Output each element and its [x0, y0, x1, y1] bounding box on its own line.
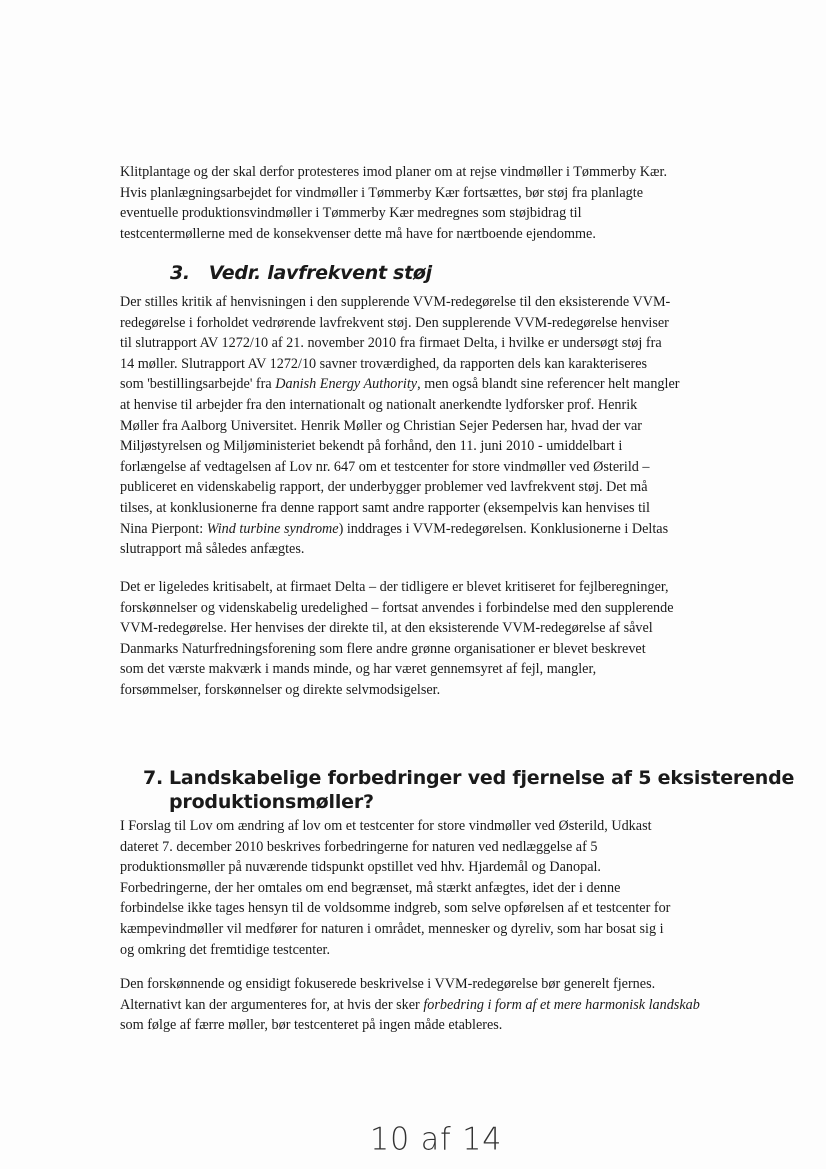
text-segment: som 'bestillingsarbejde' fra	[120, 376, 276, 393]
paragraph-line: Hvis planlægningsarbejdet for vindmøller i Tømmerby Kær fortsættes, bør støj fra planlagte	[120, 184, 644, 201]
paragraph-line: Det er ligeledes kritisabelt, at firmaet Delta – der tidligere er blevet kritiseret for fejlberegninger,	[120, 579, 669, 595]
italic-phrase: forbedring i form af et mere harmonisk landskab	[423, 996, 700, 1013]
paragraph-line	[120, 519, 732, 540]
paragraph-line: Den forskønnende og ensidigt fokuserede beskrivelse i VVM-redegørelse bør generelt fjernes.	[120, 976, 656, 992]
paragraph-line: forbindelse ikke tages hensyn til de voldsomme indgreb, som selve opførelsen af et testcenter for	[120, 900, 671, 917]
text-segment: ) inddrages i VVM-redegørelsen. Konklusionerne i Deltas	[338, 520, 669, 537]
paragraph-line: tilses, at konklusionerne fra denne rapport samt andre rapporter (eksempelvis kan henvises til	[120, 499, 650, 516]
italic-reference: Danish Energy Authority	[275, 376, 418, 393]
paragraph-line: forlængelse af vedtagelsen af Lov nr. 647 om et testcenter for store vindmøller ved Østerild –	[120, 458, 650, 475]
paragraph-line: publiceret en videnskabelig rapport, der underbygger problemer ved lavfrekvent støj. Det må	[120, 479, 648, 496]
italic-reference: Wind turbine syndrome	[206, 520, 339, 537]
paragraph-line	[120, 374, 732, 395]
paragraph-line: Møller fra Aalborg Universitet. Henrik Møller og Christian Sejer Pedersen har, hvad der var	[120, 417, 642, 434]
section-7-paragraph-2	[120, 974, 735, 1036]
top-paragraph	[120, 162, 740, 244]
text-segment: Nina Pierpont:	[120, 520, 207, 537]
page-number: 10 af 14	[370, 1121, 503, 1158]
paragraph-line: Forbedringerne, der her omtales om end begrænset, må stærkt anfægtes, idet der i denne	[120, 879, 621, 896]
paragraph-line: kæmpevindmøller vil medfører for naturen i området, mennesker og dyreliv, som har bosat sig i	[120, 920, 664, 937]
paragraph-line: forsømmelser, forskønnelser og direkte selvmodsigelser.	[120, 681, 441, 698]
paragraph-line: Danmarks Naturfredningsforening som flere andre grønne organisationer er blevet beskrevet	[120, 640, 646, 657]
paragraph-line: Klitplantage og der skal derfor protesteres imod planer om at rejse vindmøller i Tømmerby Kær.	[120, 164, 667, 180]
paragraph-line: produktionsmøller på nuværende tidspunkt opstillet ved hhv. Hjardemål og Danopal.	[120, 859, 601, 876]
paragraph-line: Der stilles kritik af henvisningen i den supplerende VVM-redegørelse til den eksisterende VVM-	[120, 294, 671, 310]
paragraph-line: eventuelle produktionsvindmøller i Tømmerby Kær medregnes som støjbidrag til	[120, 205, 582, 222]
paragraph-line: slutrapport må således anfægtes.	[120, 541, 305, 558]
text-segment: , men også blandt sine referencer helt mangler	[417, 376, 680, 393]
paragraph-line: testcentermøllerne med de konsekvenser dette må have for nærtboende ejendomme.	[120, 225, 596, 242]
section-7-paragraph-1	[120, 816, 735, 960]
section-3-heading: 3. Vedr. lavfrekvent støj	[170, 262, 432, 284]
section-3-paragraph-1	[120, 292, 732, 560]
section-7-heading-line-1: Landskabelige forbedringer ved fjernelse af 5 eksisterende	[169, 767, 795, 789]
paragraph-line: og omkring det fremtidige testcenter.	[120, 941, 330, 958]
paragraph-line: Miljøstyrelsen og Miljøministeriet bekendt på forhånd, den 11. juni 2010 - umiddelbart i	[120, 438, 623, 455]
paragraph-line: dateret 7. december 2010 beskrives forbedringerne for naturen ved nedlæggelse af 5	[120, 838, 598, 855]
paragraph-line: at henvise til arbejder fra den internationalt og nationalt anerkendte lydforsker prof. Henrik	[120, 396, 638, 413]
paragraph-line: som følge af færre møller, bør testcenteret på ingen måde etableres.	[120, 1017, 503, 1034]
paragraph-line: redegørelse i forholdet vedrørende lavfrekvent støj. Den supplerende VVM-redegørelse henviser	[120, 314, 669, 331]
section-7-heading-line-2: produktionsmøller?	[169, 791, 374, 813]
paragraph-line: til slutrapport AV 1272/10 af 21. november 2010 fra firmaet Delta, i hvilke er undersøgt støj fra	[120, 335, 662, 352]
paragraph-line: forskønnelser og videnskabelig uredelighed – fortsat anvendes i forbindelse med den supplerende	[120, 599, 674, 616]
paragraph-line	[120, 995, 735, 1016]
paragraph-line: I Forslag til Lov om ændring af lov om et testcenter for store vindmøller ved Østerild, Udkast	[120, 818, 652, 834]
paragraph-line: som det værste makværk i mands minde, og har været gennemsyret af fejl, mangler,	[120, 661, 597, 678]
text-segment: Alternativt kan der argumenteres for, at hvis der sker	[120, 996, 424, 1013]
paragraph-line: VVM-redegørelse. Her henvises der direkte til, at den eksisterende VVM-redegørelse af såvel	[120, 620, 653, 637]
section-3-paragraph-2	[120, 577, 735, 701]
section-7-heading	[143, 766, 794, 814]
section-7-number: 7.	[143, 767, 164, 789]
paragraph-line: 14 møller. Slutrapport AV 1272/10 savner troværdighed, da rapporten dels kan karakteriseres	[120, 355, 648, 372]
